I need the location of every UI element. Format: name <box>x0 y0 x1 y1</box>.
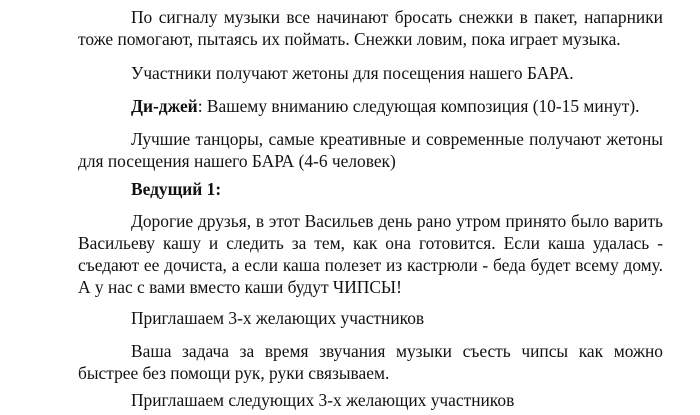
dj-announcement-text: : Вашему вниманию следующая композиция (10-15 минут). <box>197 96 640 116</box>
paragraph-invite-next-participants: Приглашаем следующих 3-х желающих участников <box>131 390 515 410</box>
paragraph-snowball-game: По сигналу музыки все начинают бросать снежки в пакет, напарники тоже помогают, пытаясь их поймать. Снежки ловим, пока играет музыка. <box>78 7 663 49</box>
speaker-dj: Ди-джей <box>131 96 198 116</box>
paragraph-chips-task: Ваша задача за время звучания музыки съесть чипсы как можно быстрее без помощи рук, руки связываем. <box>78 341 663 383</box>
paragraph-best-dancers: Лучшие танцоры, самые креативные и современные получают жетоны для посещения нашего БАРА (4-6 человек) <box>78 129 663 171</box>
paragraph-bar-tokens: Участники получают жетоны для посещения нашего БАРА. <box>131 63 574 83</box>
heading-host-1: Ведущий 1: <box>131 179 222 199</box>
paragraph-vasiliev-day: Дорогие друзья, в этот Васильев день рано утром принято было варить Васильеву кашу и следить за тем, как она готовится. Если каша удалась - съедают ее дочиста, а если каша полезет из кастрюли - беда будет всему дому. А у нас с вами вместо каши будут ЧИПСЫ! <box>78 211 663 297</box>
paragraph-invite-participants: Приглашаем 3-х желающих участников <box>131 308 425 328</box>
paragraph-dj-announcement <box>78 95 663 117</box>
